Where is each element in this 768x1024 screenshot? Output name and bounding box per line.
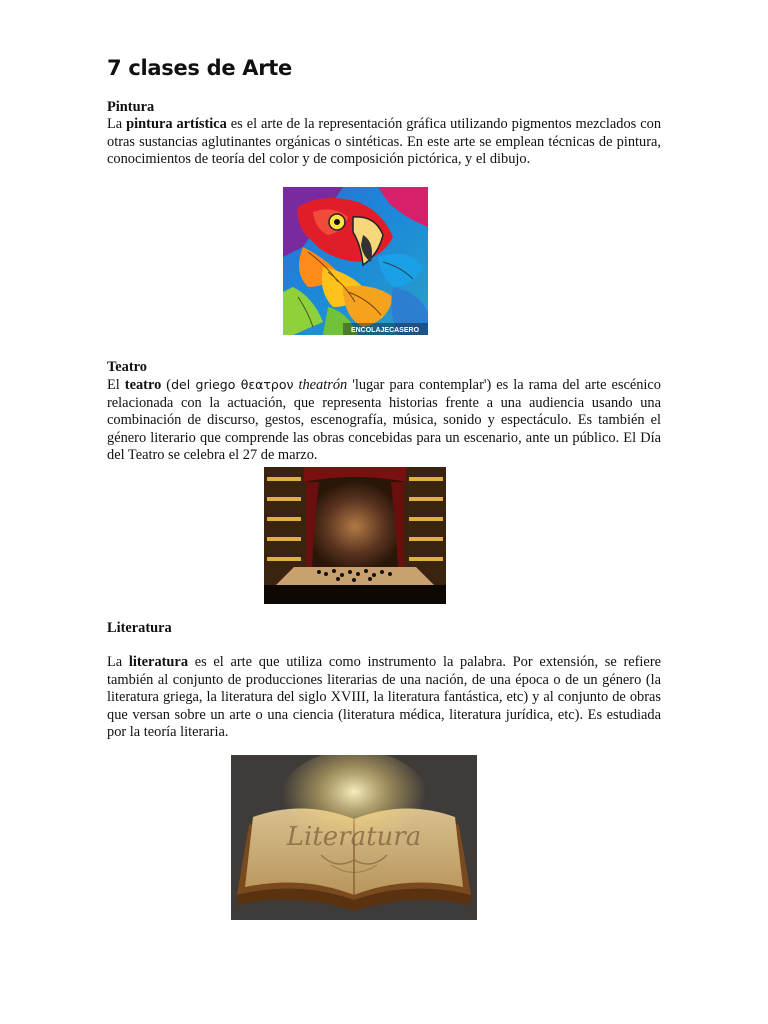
parrot-painting-image [283, 187, 428, 335]
teatro-greek: del griego θεατρον [171, 377, 294, 393]
teatro-term: teatro [124, 377, 162, 394]
teatro-text-1: El [107, 377, 125, 394]
heading-literatura: Literatura [107, 620, 172, 636]
section-pintura [107, 99, 661, 169]
literatura-text-1: La [107, 654, 129, 671]
page-title: 7 clases de Arte [107, 56, 292, 80]
pintura-text-1: La [107, 116, 127, 133]
teatro-text-3: 'lugar para contemplar') es la rama del arte escénico relacionada con la actuación, que representa historias frente a una audiencia usando una combinación de discurso, gestos, escenografía, música, sonido y espectáculo. Es también el género literario que comprende las obras concebidas para un escenario, ante un público. El Día del Teatro se celebra el 27 de marzo. [107, 377, 662, 464]
open-book-image [231, 755, 477, 920]
section-literatura [107, 620, 661, 741]
heading-teatro: Teatro [107, 359, 147, 375]
image-book-word: Literatura [286, 822, 422, 852]
heading-pintura: Pintura [107, 99, 155, 115]
paragraph-literatura [107, 654, 661, 741]
image-watermark: ENCOLAJECASERO [350, 327, 420, 334]
pintura-text-2: es el arte de la representación gráfica utilizando pigmentos mezclados con otras sustancias aglutinantes orgánicas o sintéticas. En este arte se emplean técnicas de pintura, conocimientos de teoría del color y de composición pictórica, y el dibujo. [107, 116, 662, 168]
theater-stage-image [264, 467, 446, 604]
literatura-term: literatura [128, 654, 189, 671]
pintura-term: pintura artística [126, 116, 227, 133]
teatro-italic-word: theatrón [298, 377, 348, 394]
literatura-text-2: es el arte que utiliza como instrumento la palabra. Por extensión, se refiere también al conjunto de producciones literarias de una nación, de una época o de un género (la literatura griega, la literatura del siglo XVIII, la literatura fantástica, etc) y al conjunto de obras que versan sobre un arte o una ciencia (literatura médica, literatura jurídica, etc). Es estudiada por la teoría literaria. [107, 654, 661, 741]
paragraph-teatro [107, 376, 661, 464]
teatro-text-2: ( [161, 377, 172, 394]
paragraph-pintura [107, 116, 661, 168]
section-teatro [107, 359, 661, 464]
